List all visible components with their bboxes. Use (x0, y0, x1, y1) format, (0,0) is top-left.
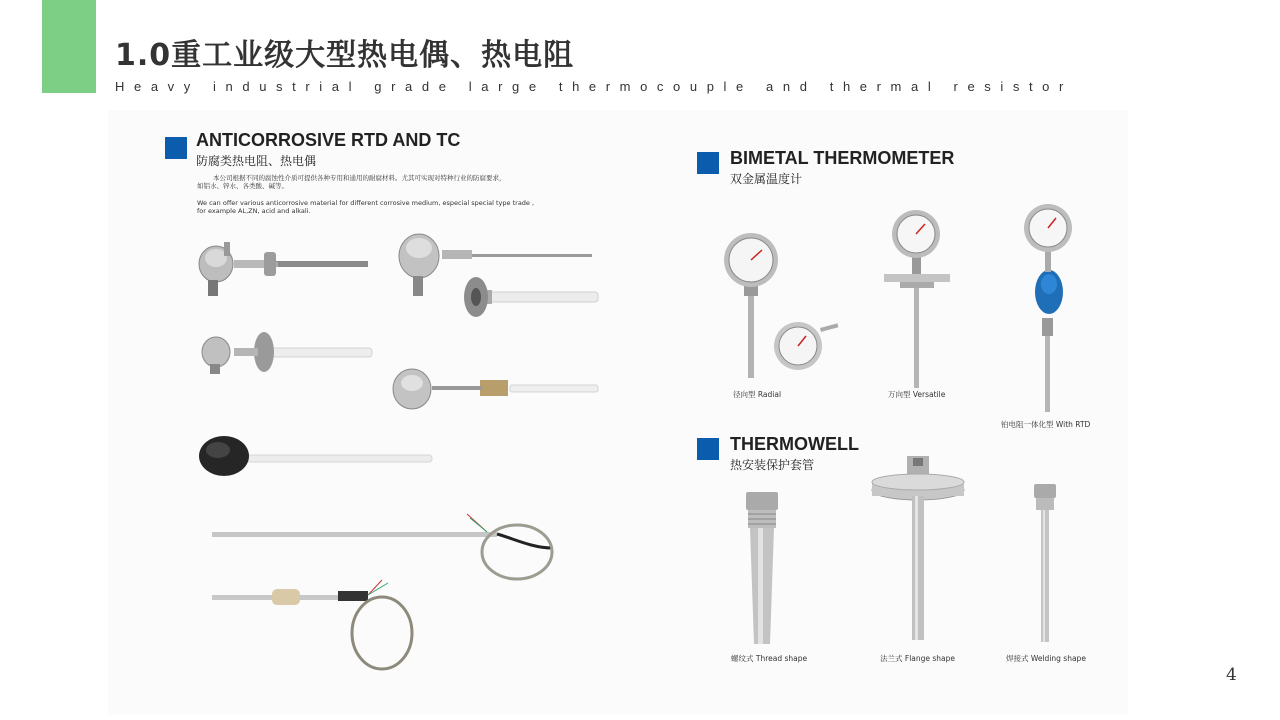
section-subtitle-thermowell: 热安装保护套管 (730, 458, 815, 472)
section-marker-anticorrosive (165, 137, 187, 159)
product-image-rtd-bimetal (1018, 204, 1078, 414)
caption-radial: 径向型 Radial (733, 390, 782, 399)
product-image-rod-cable-loop (212, 575, 432, 675)
anticorrosive-desc-en-2: for example AL,ZN, acid and alkali. (197, 207, 311, 215)
product-image-versatile-bimetal (880, 210, 955, 390)
product-image-thread-thermowell (740, 492, 785, 647)
product-image-radial-bimetal (722, 232, 842, 382)
caption-with-rtd: 铂电阻一体化型 With RTD (1001, 420, 1091, 429)
anticorrosive-desc-cn-1: 本公司根据不同的腐蚀性介质可提供各种专用和通用的耐腐材料。尤其可实现对特种行业的防腐要求， (213, 174, 506, 182)
product-image-ceramic-flange (460, 274, 600, 324)
page-subtitle: Heavy industrial grade large thermocouple and thermal resistor (115, 79, 1073, 94)
product-image-rod-coiled-cable (212, 508, 562, 583)
caption-versatile: 万向型 Versatile (888, 390, 946, 399)
section-marker-bimetal (697, 152, 719, 174)
section-subtitle-bimetal: 双金属温度计 (730, 172, 803, 186)
product-image-thread-ceramic (392, 363, 602, 413)
caption-flange: 法兰式 Flange shape (880, 654, 956, 663)
product-image-rtd-ceramic (200, 328, 380, 378)
product-image-welding-thermowell (1030, 484, 1060, 644)
header-accent-block (42, 0, 96, 93)
section-title-anticorrosive: ANTICORROSIVE RTD AND TC (196, 130, 461, 150)
product-image-flange-thermowell (870, 454, 965, 642)
section-subtitle-anticorrosive: 防腐类热电阻、热电偶 (196, 154, 317, 168)
anticorrosive-desc-cn-2: 如铝水、锌水、各类酸、碱等。 (197, 182, 288, 190)
section-title-thermowell: THERMOWELL (730, 434, 859, 454)
page-number: 4 (1226, 665, 1237, 685)
product-image-black-head-tube (198, 430, 438, 480)
page-title: 1.0重工业级大型热电偶、热电阻 (115, 38, 575, 73)
anticorrosive-desc-en-1: We can offer various anticorrosive material for different corrosive medium, especial special type trade , (197, 199, 535, 207)
section-title-bimetal: BIMETAL THERMOMETER (730, 148, 955, 168)
product-image-thermocouple-flange-rod (196, 236, 371, 301)
caption-thread: 螺纹式 Thread shape (731, 654, 808, 663)
caption-welding: 焊接式 Welding shape (1006, 654, 1086, 663)
section-marker-thermowell (697, 438, 719, 460)
